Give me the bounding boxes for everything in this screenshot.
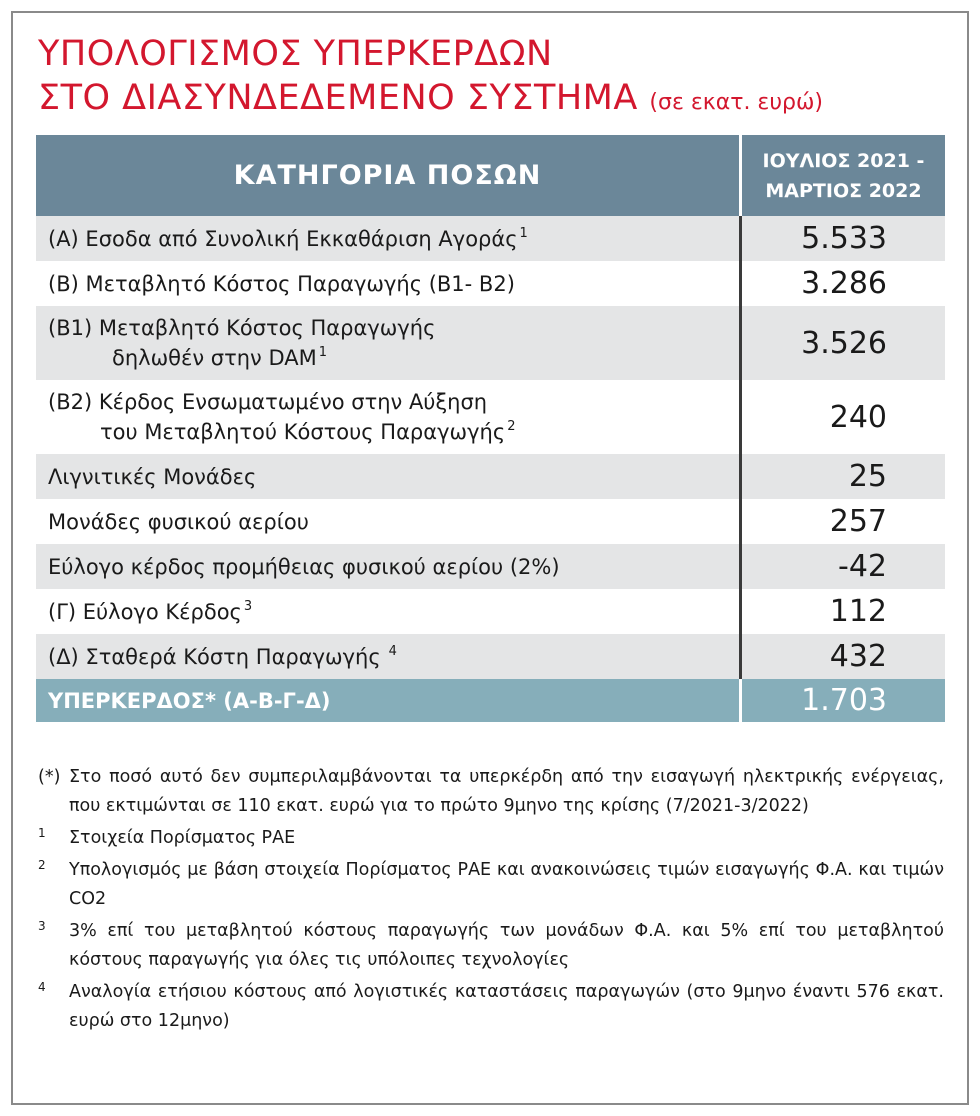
table-row [36,634,945,679]
title-line-1: ΥΠΟΛΟΓΙΣΜΟΣ ΥΠΕΡΚΕΡΔΩΝ [38,34,553,74]
footnote-text: Στο ποσό αυτό δεν συμπεριλαμβάνονται τα υπερκέρδη από την εισαγωγή ηλεκτρικής ενέργειας, που εκτιμώνται σε 110 εκατ. ευρώ για το πρώτο 9μηνο της κρίσης (7/2021-3/2022) [69,767,944,816]
row-label-text-2: δηλωθέν στην DAM [112,346,317,370]
footnote-text: Αναλογία ετήσιου κόστους από λογιστικές καταστάσεις παραγωγών (στο 9μηνο έναντι 576 εκατ. ευρώ στο 12μηνο) [69,982,944,1031]
row-label-text: (Β2) Κέρδος Ενσωματωμένο στην Αύξηση [48,390,488,414]
row-value: 3.286 [801,266,887,301]
footnote-mark: 3 [38,919,46,933]
footnote [38,763,944,821]
row-label-text: (Β) Μεταβλητό Κόστος Παραγωγής (Β1- Β2) [48,271,515,296]
row-label-text-2: του Μεταβλητού Κόστους Παραγωγής [100,420,506,444]
table-row [36,499,945,544]
footnote-ref: 3 [243,598,253,614]
footnote-text: Υπολογισμός με βάση στοιχεία Πορίσματος ΡΑΕ και ανακοινώσεις τιμών εισαγωγής Φ.Α. και τιμών CO2 [69,860,944,909]
footnote-ref: 1 [318,345,328,360]
row-value: 432 [829,639,887,674]
total-label: ΥΠΕΡΚΕΡΔΟΣ* (Α-Β-Γ-Δ) [36,679,742,722]
row-value: -42 [838,549,887,584]
row-value: 3.526 [801,325,887,361]
footnote-ref: 2 [507,419,516,434]
header-category: ΚΑΤΗΓΟΡΙΑ ΠΟΣΩΝ [36,135,742,216]
row-value: 5.533 [801,221,887,256]
total-row [36,679,945,722]
footnote-ref: 4 [388,643,397,659]
row-label-text: (Γ) Εύλογο Κέρδος [48,599,242,624]
table-row [36,380,945,454]
footnote-mark: 1 [38,826,46,840]
title-line-2-text: ΣΤΟ ΔΙΑΣΥΝΔΕΔΕΜΕΝΟ ΣΥΣΤΗΜΑ [38,78,638,118]
row-value: 112 [829,594,887,629]
table-header [36,135,945,216]
footnote-text: 3% επί του μεταβλητού κόστους παραγωγής των μονάδων Φ.Α. και 5% επί του μεταβλητού κόστους παραγωγής για όλες τις υπόλοιπες τεχνολογίες [69,921,944,970]
row-label [36,499,742,544]
header-period-line-1: ΙΟΥΛΙΟΣ 2021 - [762,149,925,172]
row-value: 240 [829,399,887,435]
table-row [36,261,945,306]
footnote [38,856,944,914]
row-label-text: (Α) Εσοδα από Συνολική Εκκαθάριση Αγοράς [48,226,518,251]
row-label-text: (Δ) Σταθερά Κόστη Παραγωγής [48,644,381,669]
footnote [38,917,944,975]
row-value: 257 [829,504,887,539]
unit-label: (σε εκατ. ευρώ) [649,90,824,115]
row-value: 25 [848,459,887,494]
footnotes [38,763,944,1039]
row-label [36,216,742,261]
row-label [36,261,742,306]
table-row [36,589,945,634]
header-period-line-2: ΜΑΡΤΙΟΣ 2022 [765,179,922,202]
table-row [36,216,945,261]
row-label-text: (Β1) Μεταβλητό Κόστος Παραγωγής [48,316,436,340]
title-line-2 [38,76,948,125]
table-row [36,454,945,499]
header-period [742,135,945,216]
footnote-mark: 2 [38,858,46,872]
table-row [36,306,945,380]
row-label-text: Μονάδες φυσικού αερίου [48,509,309,534]
row-label [36,589,742,634]
footnote-ref: 1 [519,225,528,241]
row-label-text: Εύλογο κέρδος προμήθειας φυσικού αερίου (2%) [48,554,560,579]
footnote [38,824,944,853]
total-value: 1.703 [801,683,887,718]
row-label [36,380,742,454]
row-label-text: Λιγνιτικές Μονάδες [48,464,257,489]
footnote-mark: 4 [38,980,46,994]
row-label [36,634,742,679]
row-label [36,544,742,589]
row-label [36,454,742,499]
table-row [36,544,945,589]
page-title [38,32,948,125]
row-label [36,306,742,380]
footnote-text: Στοιχεία Πορίσματος ΡΑΕ [69,828,296,848]
footnote [38,978,944,1036]
overprofit-table [36,135,945,722]
footnote-mark: (*) [38,767,61,787]
